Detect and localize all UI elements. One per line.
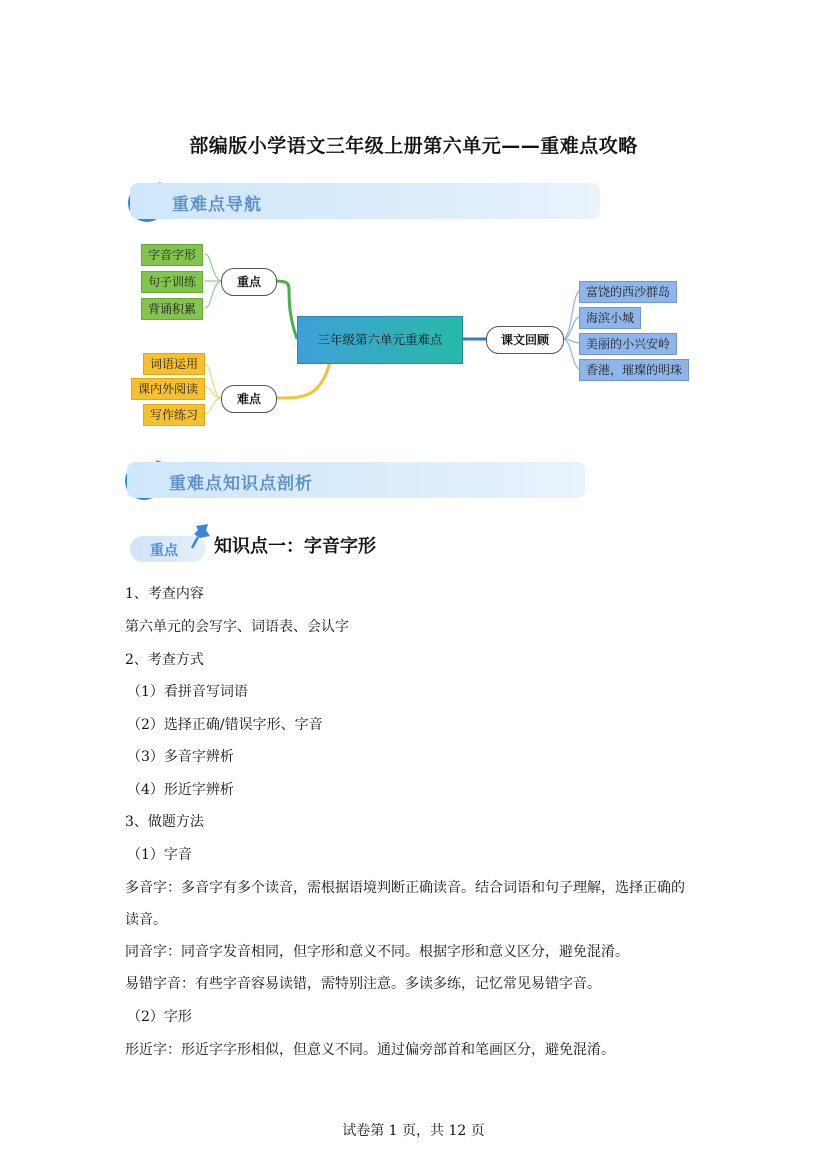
key-tag [130,522,220,566]
key-node: 重点 [221,268,277,296]
section-title: 重难点知识点剖析 [169,474,313,494]
body-line: （1）字音 [127,847,192,863]
body-line: 第六单元的会写字、词语表、会认字 [125,619,349,635]
knowledge-title: 知识点一：字音字形 [214,536,376,557]
section-banner-nav [130,183,600,219]
review-item-1: 富饶的西沙群岛 [579,281,677,303]
body-line: （1）看拼音写词语 [127,684,248,700]
key-item-3: 背诵积累 [141,298,203,320]
key-item-1: 字音字形 [141,244,203,266]
page-footer: 试卷第 1 页，共 12 页 [342,1123,485,1139]
key-tag-label: 重点 [150,543,178,559]
review-item-4: 香港，璀璨的明珠 [579,359,689,381]
body-line: （2）选择正确/错误字形、字音 [127,717,323,733]
body-line: （4）形近字辨析 [127,782,234,798]
section-banner-analysis [127,462,585,498]
review-node: 课文回顾 [486,326,564,354]
difficult-item-3: 写作练习 [143,404,205,426]
difficult-item-2: 课内外阅读 [131,378,205,400]
body-line: （3）多音字辨析 [127,749,234,765]
section-title: 重难点导航 [172,195,262,215]
difficult-node: 难点 [221,385,277,413]
difficult-item-1: 词语运用 [143,353,205,375]
body-line: 3、做题方法 [125,814,204,830]
key-item-2: 句子训练 [141,271,203,293]
mind-map [0,230,827,440]
body-line: 同音字：同音字发音相同，但字形和意义不同。根据字形和意义区分，避免混淆。 [125,944,629,960]
body-line: 2、考查方式 [125,652,204,668]
review-item-2: 海滨小城 [579,307,641,329]
body-line: （2）字形 [127,1009,192,1025]
body-line: 多音字：多音字有多个读音，需根据语境判断正确读音。结合词语和句子理解，选择正确的 [125,880,685,896]
body-line: 易错字音：有些字音容易读错，需特别注意。多读多练，记忆常见易错字音。 [125,976,601,992]
center-node: 三年级第六单元重难点 [297,316,463,364]
body-line: 读音。 [125,912,167,928]
review-item-3: 美丽的小兴安岭 [579,333,677,355]
pushpin-icon [188,522,216,550]
body-line: 形近字：形近字字形相似，但意义不同。通过偏旁部首和笔画区分，避免混淆。 [125,1042,615,1058]
page-title: 部编版小学语文三年级上册第六单元——重难点攻略 [189,135,638,157]
body-line: 1、考查内容 [125,586,204,602]
